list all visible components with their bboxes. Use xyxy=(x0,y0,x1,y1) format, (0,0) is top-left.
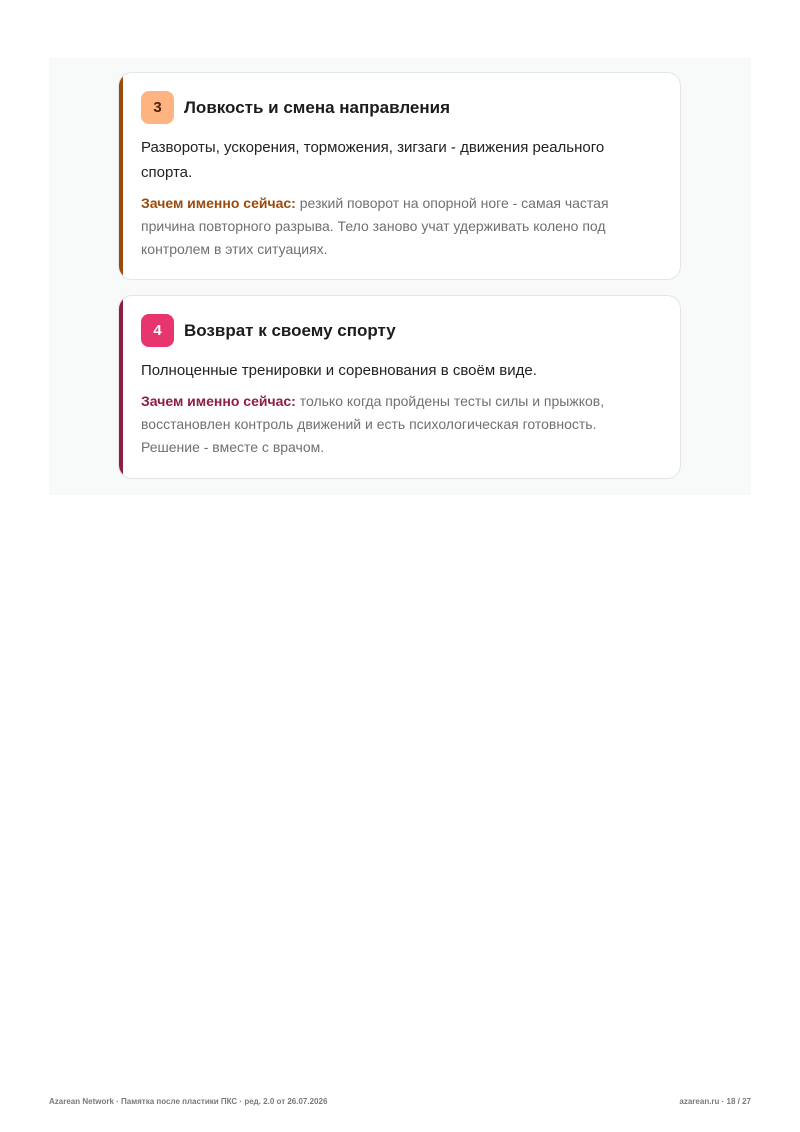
footer-page-number: azarean.ru · 18 / 27 xyxy=(679,1097,751,1106)
step-title: Ловкость и смена направления xyxy=(184,97,450,117)
step-number-badge: 3 xyxy=(141,91,174,124)
step-number-badge: 4 xyxy=(141,314,174,347)
reason-label: Зачем именно сейчас: xyxy=(141,393,296,409)
card-header xyxy=(141,91,450,124)
step-description: Развороты, ускорения, торможения, зигзаги - движения реального спорта. xyxy=(141,139,605,181)
card-accent-bar xyxy=(119,296,123,478)
card-accent-bar xyxy=(119,73,123,279)
step-reason xyxy=(141,390,651,459)
step-description: Полноценные тренировки и соревнования в своём виде. xyxy=(141,362,537,379)
reason-text: резкий поворот на опорной ноге - самая частая причина повторного разрыва. Тело заново учат удерживать колено под контролем в этих ситуациях. xyxy=(141,195,609,257)
card-body xyxy=(141,358,651,459)
footer-document-info: Azarean Network · Памятка после пластики ПКС · ред. 2.0 от 26.07.2026 xyxy=(49,1097,328,1106)
card-body xyxy=(141,135,651,261)
step-card-4 xyxy=(118,295,681,479)
step-card-3 xyxy=(118,72,681,280)
card-header xyxy=(141,314,396,347)
step-title: Возврат к своему спорту xyxy=(184,320,396,340)
reason-label: Зачем именно сейчас: xyxy=(141,195,296,211)
step-reason xyxy=(141,192,651,261)
reason-text: только когда пройдены тесты силы и прыжков, восстановлен контроль движений и есть психологическая готовность. Решение - вместе с врачом. xyxy=(141,393,605,455)
